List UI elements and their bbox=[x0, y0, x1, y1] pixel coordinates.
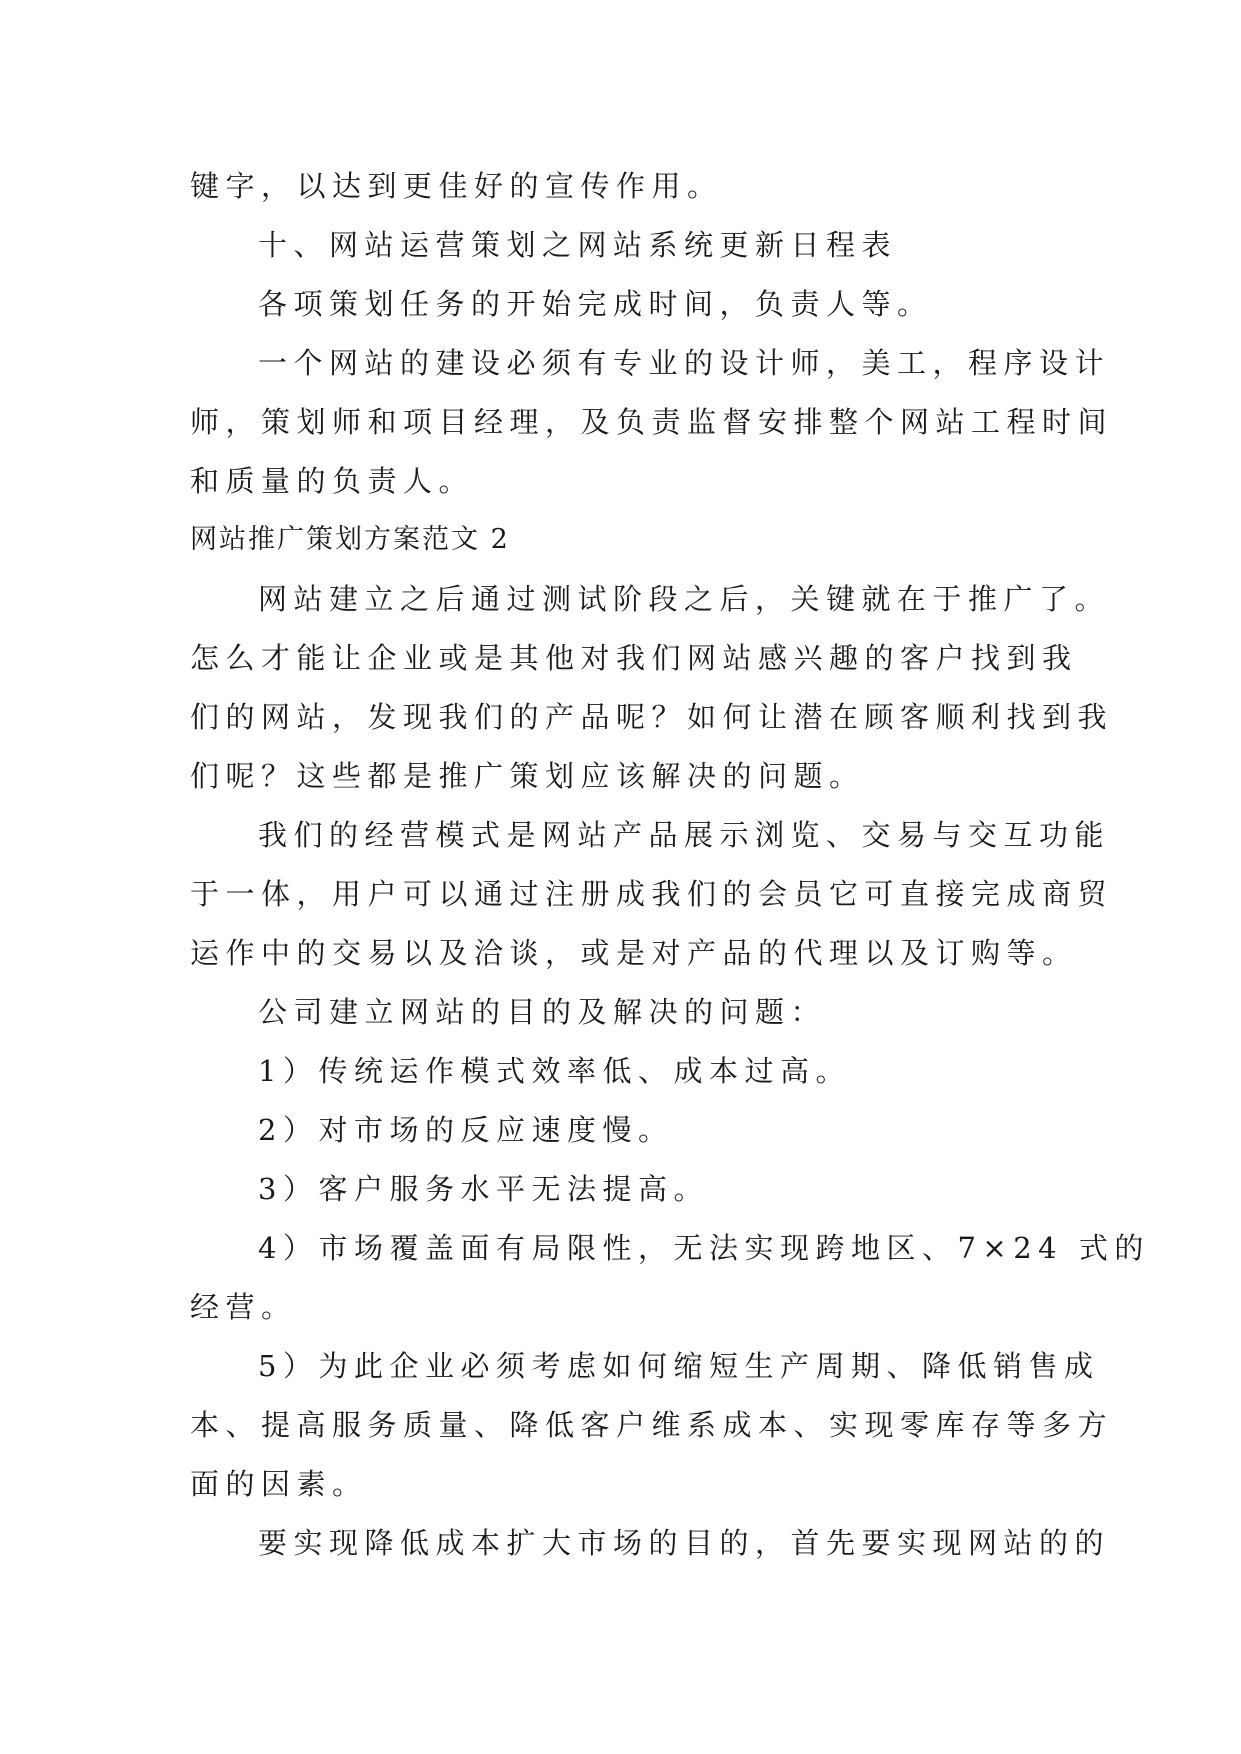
text-line: 要实现降低成本扩大市场的目的，首先要实现网站的的 bbox=[258, 1526, 1111, 1560]
list-item: 3）客户服务水平无法提高。 bbox=[258, 1172, 709, 1206]
list-item: 1）传统运作模式效率低、成本过高。 bbox=[258, 1054, 851, 1088]
text-line: 们的网站，发现我们的产品呢？如何让潜在顾客顺利找到我 bbox=[190, 700, 1114, 734]
text-line: 师，策划师和项目经理，及负责监督安排整个网站工程时间 bbox=[190, 405, 1114, 439]
list-item: 2）对市场的反应速度慢。 bbox=[258, 1113, 674, 1147]
text-line: 于一体，用户可以通过注册成我们的会员它可直接完成商贸 bbox=[190, 877, 1114, 911]
article-title: 网站推广策划方案范文 2 bbox=[190, 524, 510, 555]
list-item: 4）市场覆盖面有局限性，无法实现跨地区、7×24 式的 bbox=[258, 1231, 1150, 1265]
text-line: 各项策划任务的开始完成时间，负责人等。 bbox=[258, 287, 933, 321]
list-item: 5）为此企业必须考虑如何缩短生产周期、降低销售成 bbox=[258, 1349, 1100, 1383]
text-line: 公司建立网站的目的及解决的问题： bbox=[258, 995, 827, 1029]
text-line: 们呢？这些都是推广策划应该解决的问题。 bbox=[190, 759, 865, 793]
text-line: 本、提高服务质量、降低客户维系成本、实现零库存等多方 bbox=[190, 1408, 1114, 1442]
text-line: 经营。 bbox=[190, 1290, 297, 1324]
text-line: 网站建立之后通过测试阶段之后，关键就在于推广了。 bbox=[258, 582, 1111, 616]
text-line: 和质量的负责人。 bbox=[190, 464, 475, 498]
text-line: 一个网站的建设必须有专业的设计师，美工，程序设计 bbox=[258, 346, 1111, 380]
text-line: 运作中的交易以及洽谈，或是对产品的代理以及订购等。 bbox=[190, 936, 1078, 970]
text-line: 面的因素。 bbox=[190, 1467, 368, 1501]
text-line: 怎么才能让企业或是其他对我们网站感兴趣的客户找到我 bbox=[190, 641, 1078, 675]
section-heading: 十、网站运营策划之网站系统更新日程表 bbox=[258, 228, 898, 262]
text-line: 键字，以达到更佳好的宣传作用。 bbox=[190, 169, 723, 203]
text-line: 我们的经营模式是网站产品展示浏览、交易与交互功能 bbox=[258, 818, 1111, 852]
